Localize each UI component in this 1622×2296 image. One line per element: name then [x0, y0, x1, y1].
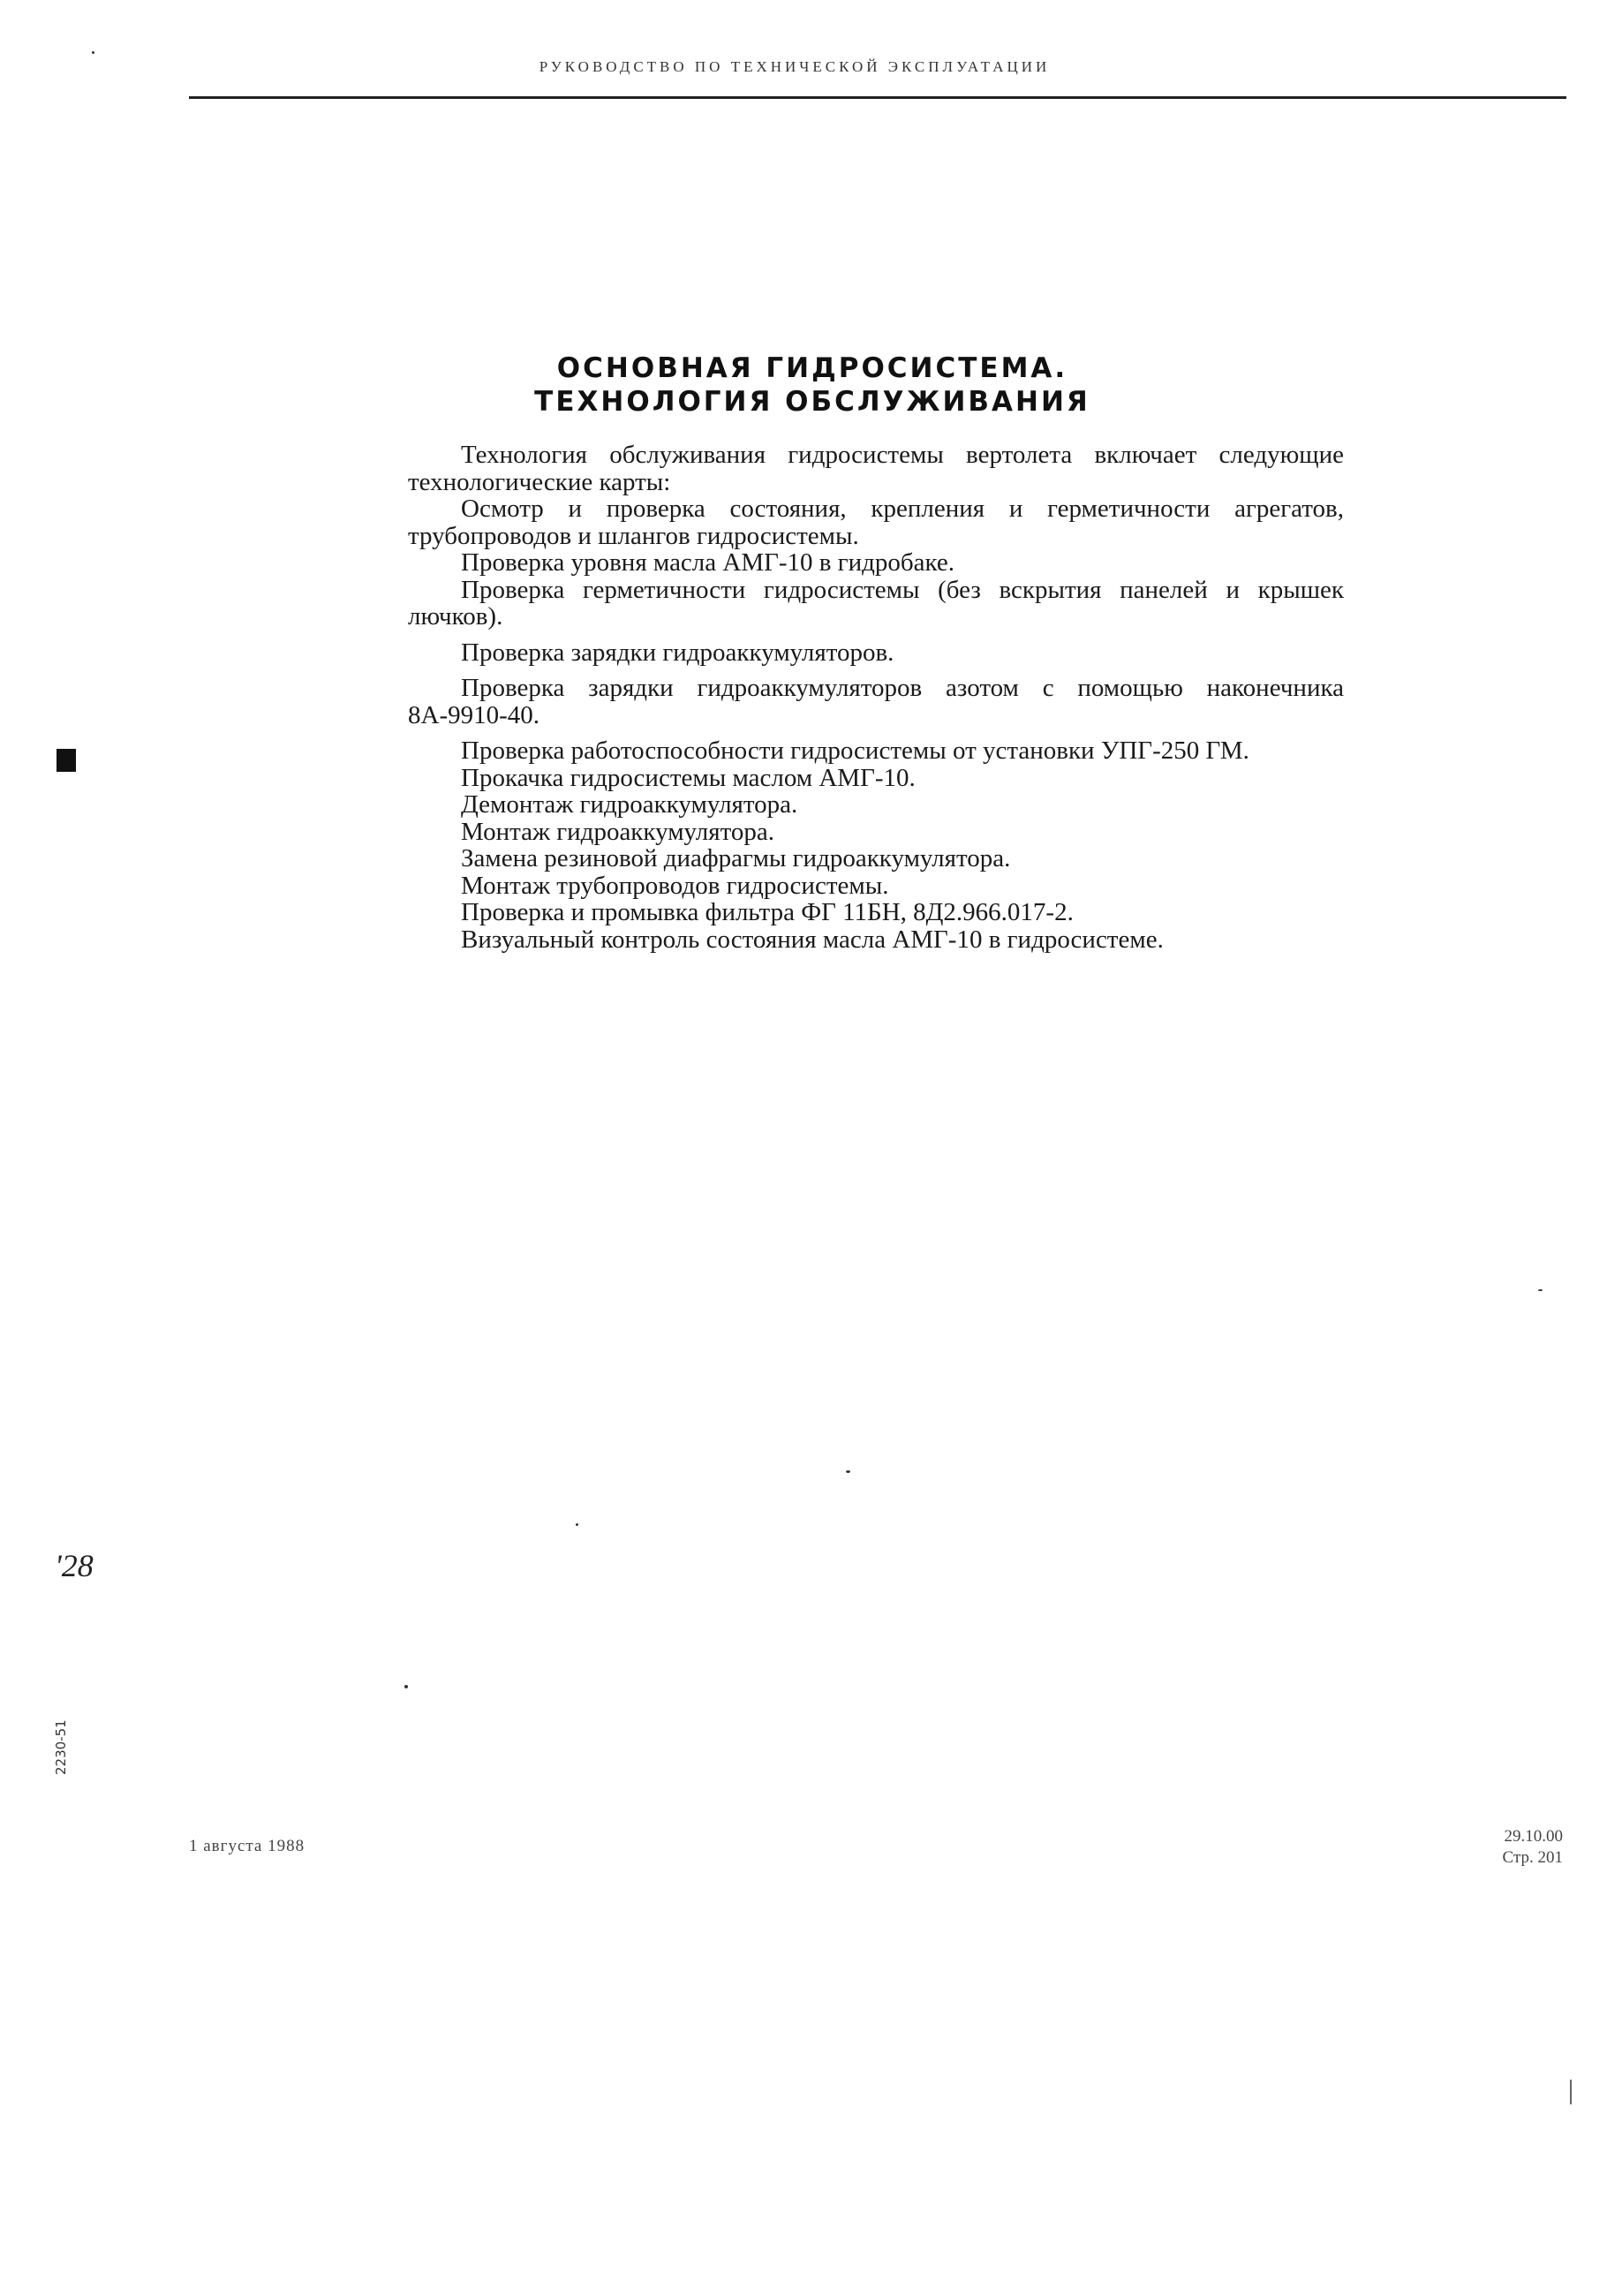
list-item: Проверка зарядки гидроаккумуляторов.	[461, 638, 894, 667]
list-item: Осмотр и проверка состояния, крепления и герметичности агрегатов, трубопроводов и шлангов гидросистемы.	[408, 495, 1344, 550]
list-item: Монтаж трубопроводов гидросистемы.	[461, 871, 889, 900]
list-item: Проверка герметичности гидросистемы (без вскрытия панелей и крышек лючков).	[408, 575, 1344, 631]
title-line-1: ОСНОВНАЯ ГИДРОСИСТЕМА.	[556, 352, 1068, 384]
scan-speck	[1538, 1289, 1543, 1291]
scan-speck	[404, 1685, 408, 1688]
body-text	[408, 442, 1344, 953]
list-item: Проверка и промывка фильтра ФГ 11БН, 8Д2.966.017-2.	[461, 898, 1074, 926]
list-item: Проверка зарядки гидроаккумуляторов азотом с помощью наконечника 8А-9910-40.	[408, 674, 1344, 729]
scan-speck	[846, 1470, 850, 1473]
title-block	[459, 351, 1166, 419]
list-item: Демонтаж гидроаккумулятора.	[461, 790, 798, 819]
footer-code	[1430, 1826, 1563, 1869]
list-item: Прокачка гидросистемы маслом АМГ-10.	[461, 763, 916, 792]
section-code: 29.10.00	[1504, 1827, 1563, 1846]
title-line-2: ТЕХНОЛОГИЯ ОБСЛУЖИВАНИЯ	[534, 386, 1090, 418]
list-item: Визуальный контроль состояния масла АМГ-10 в гидросистеме.	[461, 925, 1164, 954]
scan-bar	[1570, 2080, 1572, 2104]
header-rule	[189, 96, 1566, 99]
page-number: Стр. 201	[1502, 1848, 1563, 1867]
list-item: Монтаж гидроаккумулятора.	[461, 817, 774, 846]
running-header: РУКОВОДСТВО ПО ТЕХНИЧЕСКОЙ ЭКСПЛУАТАЦИИ	[539, 58, 1051, 75]
margin-mark	[57, 749, 76, 772]
side-code: 2230-51	[53, 1719, 69, 1775]
footer-date: 1 августа 1988	[189, 1837, 306, 1855]
list-item: Замена резиновой диафрагмы гидроаккумулятора.	[461, 844, 1011, 872]
intro-paragraph: Технология обслуживания гидросистемы вертолета включает следующие технологические карты:	[408, 441, 1344, 496]
scan-speck	[92, 51, 94, 54]
margin-note: '28	[55, 1548, 94, 1583]
list-item: Проверка работоспособности гидросистемы от установки УПГ-250 ГМ.	[461, 736, 1249, 765]
scan-speck	[576, 1523, 578, 1526]
list-item: Проверка уровня масла АМГ-10 в гидробаке.	[461, 548, 955, 577]
